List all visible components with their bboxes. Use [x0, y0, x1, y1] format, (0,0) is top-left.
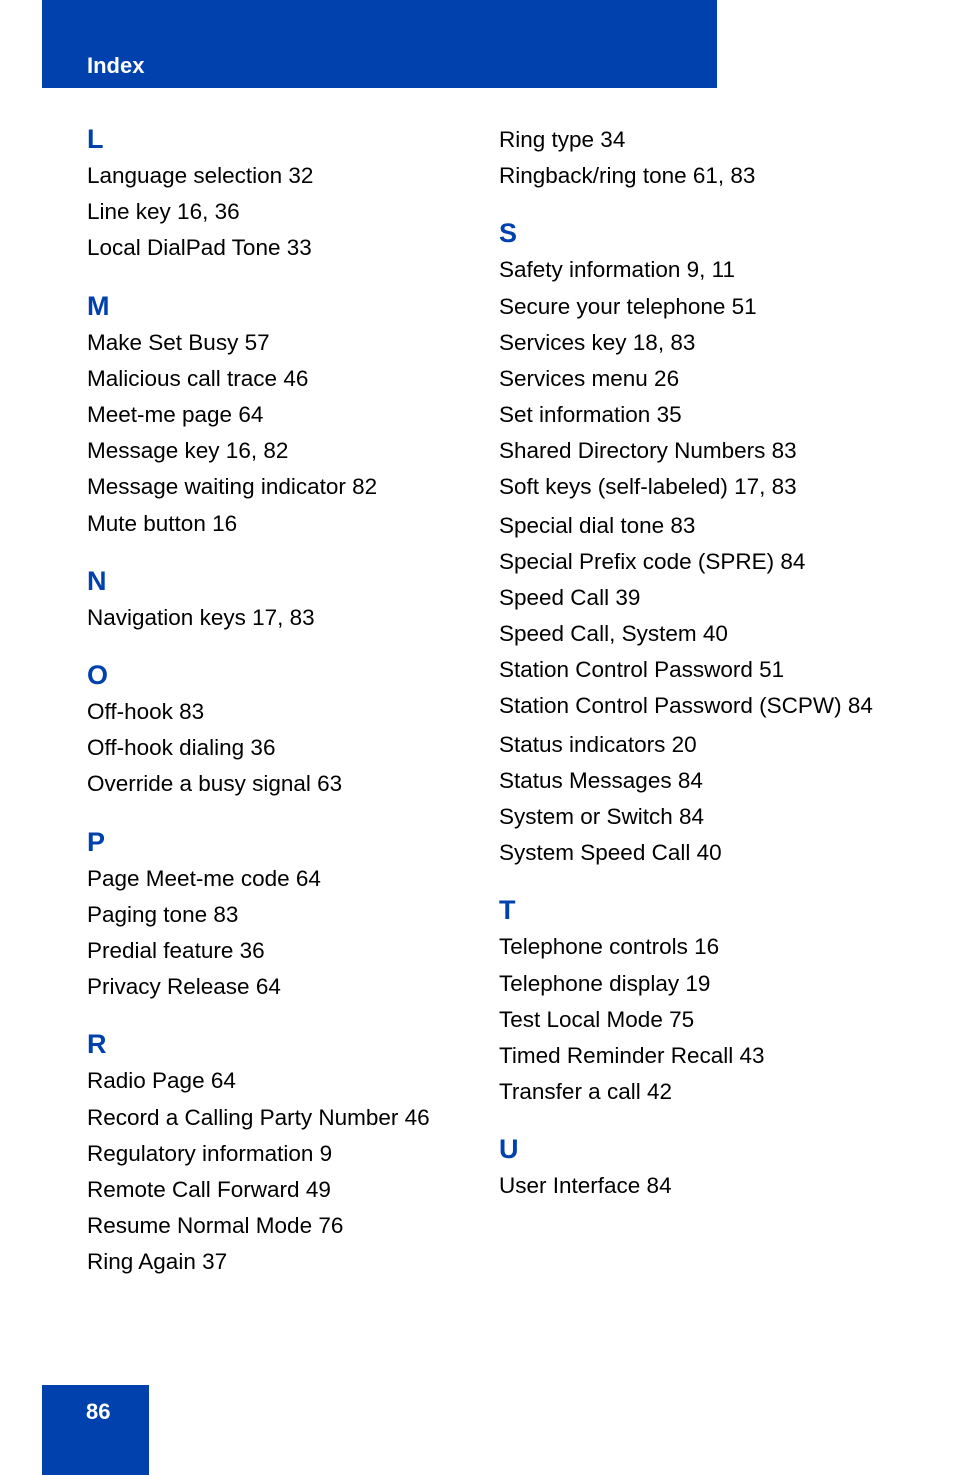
- section-letter: P: [87, 826, 106, 857]
- index-entry: Special Prefix code (SPRE) 84: [499, 548, 806, 574]
- index-section-r: [87, 1025, 477, 1280]
- section-letter: L: [87, 124, 104, 154]
- index-entry: Navigation keys 17, 83: [87, 604, 315, 630]
- index-entry: Special dial tone 83: [499, 512, 696, 538]
- index-entry: System or Switch 84: [499, 804, 705, 830]
- index-section-u: [499, 1130, 899, 1204]
- index-entry: Meet-me page 64: [87, 402, 264, 428]
- index-entry: Paging tone 83: [87, 901, 239, 927]
- index-entry: Mute button 16: [87, 510, 238, 536]
- index-section-o: [87, 656, 477, 803]
- index-column-left: [87, 120, 477, 1301]
- index-section-m: [87, 287, 477, 542]
- index-entry: Timed Reminder Recall 43: [499, 1043, 765, 1069]
- index-entry: Secure your telephone 51: [499, 293, 757, 319]
- index-entry: Radio Page 64: [87, 1068, 236, 1094]
- index-entry: Privacy Release 64: [87, 974, 281, 1000]
- index-entry: Speed Call, System 40: [499, 621, 728, 647]
- index-entry: Station Control Password (SCPW) 84: [499, 692, 873, 718]
- index-entry: Local DialPad Tone 33: [87, 235, 312, 261]
- header-bar: [42, 0, 717, 88]
- index-entry: Telephone display 19: [499, 970, 711, 996]
- index-column-right: [499, 122, 899, 1225]
- index-entry: Shared Directory Numbers 83: [499, 438, 797, 464]
- index-entry: Record a Calling Party Number 46: [87, 1104, 430, 1130]
- index-entry: Remote Call Forward 49: [87, 1177, 331, 1203]
- section-letter: U: [499, 1134, 519, 1165]
- index-entry: Off-hook 83: [87, 699, 205, 725]
- index-entry: Status indicators 20: [499, 731, 697, 757]
- index-entry: Predial feature 36: [87, 938, 265, 964]
- index-entry: Regulatory information 9: [87, 1140, 333, 1166]
- index-entry: Soft keys (self-labeled) 17, 83: [499, 473, 797, 499]
- index-entry: Station Control Password 51: [499, 657, 785, 683]
- index-entry: Transfer a call 42: [499, 1079, 672, 1105]
- index-entry: Services menu 26: [499, 366, 680, 392]
- index-section-continued: [499, 122, 899, 194]
- index-entry: Line key 16, 36: [87, 199, 240, 225]
- index-entry: Language selection 32: [87, 163, 314, 188]
- index-entry: Message key 16, 82: [87, 438, 289, 464]
- page-number-box: [42, 1385, 149, 1475]
- section-letter: N: [87, 565, 107, 596]
- index-section-p: [87, 823, 477, 1006]
- index-entry: Telephone controls 16: [499, 934, 720, 960]
- index-entry: User Interface 84: [499, 1173, 672, 1199]
- section-letter: T: [499, 895, 516, 926]
- index-section-s: [499, 214, 899, 871]
- index-entry: Page Meet-me code 64: [87, 865, 321, 891]
- index-entry: Speed Call 39: [499, 585, 641, 611]
- index-entry: Status Messages 84: [499, 767, 703, 793]
- index-entry: Ring Again 37: [87, 1249, 228, 1275]
- index-entry: Safety information 9, 11: [499, 257, 735, 283]
- index-entry: System Speed Call 40: [499, 840, 722, 866]
- index-entry: Resume Normal Mode 76: [87, 1213, 344, 1239]
- index-section-n: [87, 562, 477, 636]
- index-section-l: [87, 120, 477, 267]
- index-entry: Ring type 34: [499, 127, 626, 152]
- index-entry: Malicious call trace 46: [87, 365, 309, 391]
- section-letter: R: [87, 1029, 107, 1060]
- index-entry: Test Local Mode 75: [499, 1006, 695, 1032]
- header-title: Index: [87, 53, 145, 78]
- index-entry: Ringback/ring tone 61, 83: [499, 163, 756, 189]
- index-entry: Services key 18, 83: [499, 329, 696, 355]
- index-entry: Make Set Busy 57: [87, 329, 270, 355]
- index-entry: Message waiting indicator 82: [87, 474, 378, 500]
- section-letter: M: [87, 290, 110, 321]
- index-entry: Off-hook dialing 36: [87, 735, 276, 761]
- index-section-t: [499, 891, 899, 1110]
- index-entry: Override a busy signal 63: [87, 771, 343, 797]
- page-number: 86: [86, 1399, 111, 1424]
- section-letter: S: [499, 218, 518, 249]
- section-letter: O: [87, 660, 109, 691]
- index-entry: Set information 35: [499, 402, 682, 428]
